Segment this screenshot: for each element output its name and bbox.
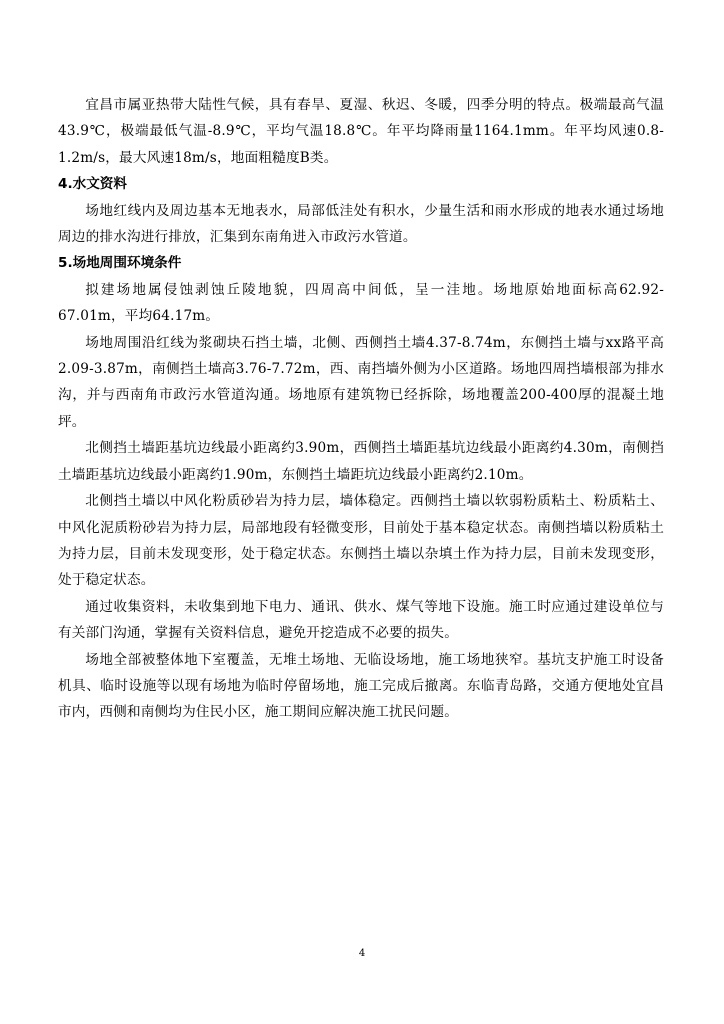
page-content (58, 92, 664, 726)
paragraph-site-conditions: 场地全部被整体地下室覆盖，无堆土场地、无临设场地，施工场地狭窄。基坑支护施工时设备机具、临时设施等以现有场地为临时停留场地，施工完成后撤离。东临青岛路，交通方便地处宜昌市内，西侧和南侧均为住民小区，施工期间应解决施工扰民问题。 (58, 651, 664, 721)
page-number: 4 (358, 948, 366, 959)
paragraph-wall-distances: 北侧挡土墙距基坑边线最小距离约3.90m，西侧挡土墙距基坑边线最小距离约4.30m，南侧挡土墙距基坑边线最小距离约1.90m，东侧挡土墙距坑边线最小距离约2.10m。 (58, 440, 664, 483)
paragraph-wall-stability: 北侧挡土墙以中风化粉质砂岩为持力层，墙体稳定。西侧挡土墙以软弱粉质粘土、粉质粘土、中风化泥质粉砂岩为持力层，局部地段有轻微变形，目前处于基本稳定状态。南侧挡墙以粉质粘土为持力层，目前未发现变形，处于稳定状态。东侧挡土墙以杂填土作为持力层，目前未发现变形，处于稳定状态。 (58, 493, 664, 589)
paragraph-climate: 宜昌市属亚热带大陆性气候，具有春旱、夏湿、秋迟、冬暖，四季分明的特点。极端最高气温43.9℃，极端最低气温-8.9℃，平均气温18.8℃。年平均降雨量1164.1mm。年平均风速0.8-1.2m/s，最大风速18m/s，地面粗糙度B类。 (58, 97, 664, 166)
paragraph-underground-facilities: 通过收集资料，未收集到地下电力、通讯、供水、煤气等地下设施。施工时应通过建设单位与有关部门沟通，掌握有关资料信息，避免开挖造成不必要的损失。 (58, 598, 664, 642)
paragraph-retaining-walls: 场地周围沿红线为浆砌块石挡土墙，北侧、西侧挡土墙4.37-8.74m，东侧挡土墙与xx路平高2.09-3.87m，南侧挡土墙高3.76-7.72m，西、南挡墙外侧为小区道路。场地四周挡墙根部为排水沟，并与西南角市政污水管道沟通。场地原有建筑物已经拆除，场地覆盖200-400厚的混凝土地坪。 (58, 334, 664, 430)
section-heading-environment: 5.场地周围环境条件 (58, 255, 182, 272)
paragraph-landform: 拟建场地属侵蚀剥蚀丘陵地貌，四周高中间低，呈一洼地。场地原始地面标高62.92-67.01m，平均64.17m。 (58, 281, 664, 325)
paragraph-hydrology: 场地红线内及周边基本无地表水，局部低洼处有积水，少量生活和雨水形成的地表水通过场地周边的排水沟进行排放，汇集到东南角进入市政污水管道。 (58, 202, 664, 246)
section-heading-hydrology: 4.水文资料 (58, 176, 127, 193)
